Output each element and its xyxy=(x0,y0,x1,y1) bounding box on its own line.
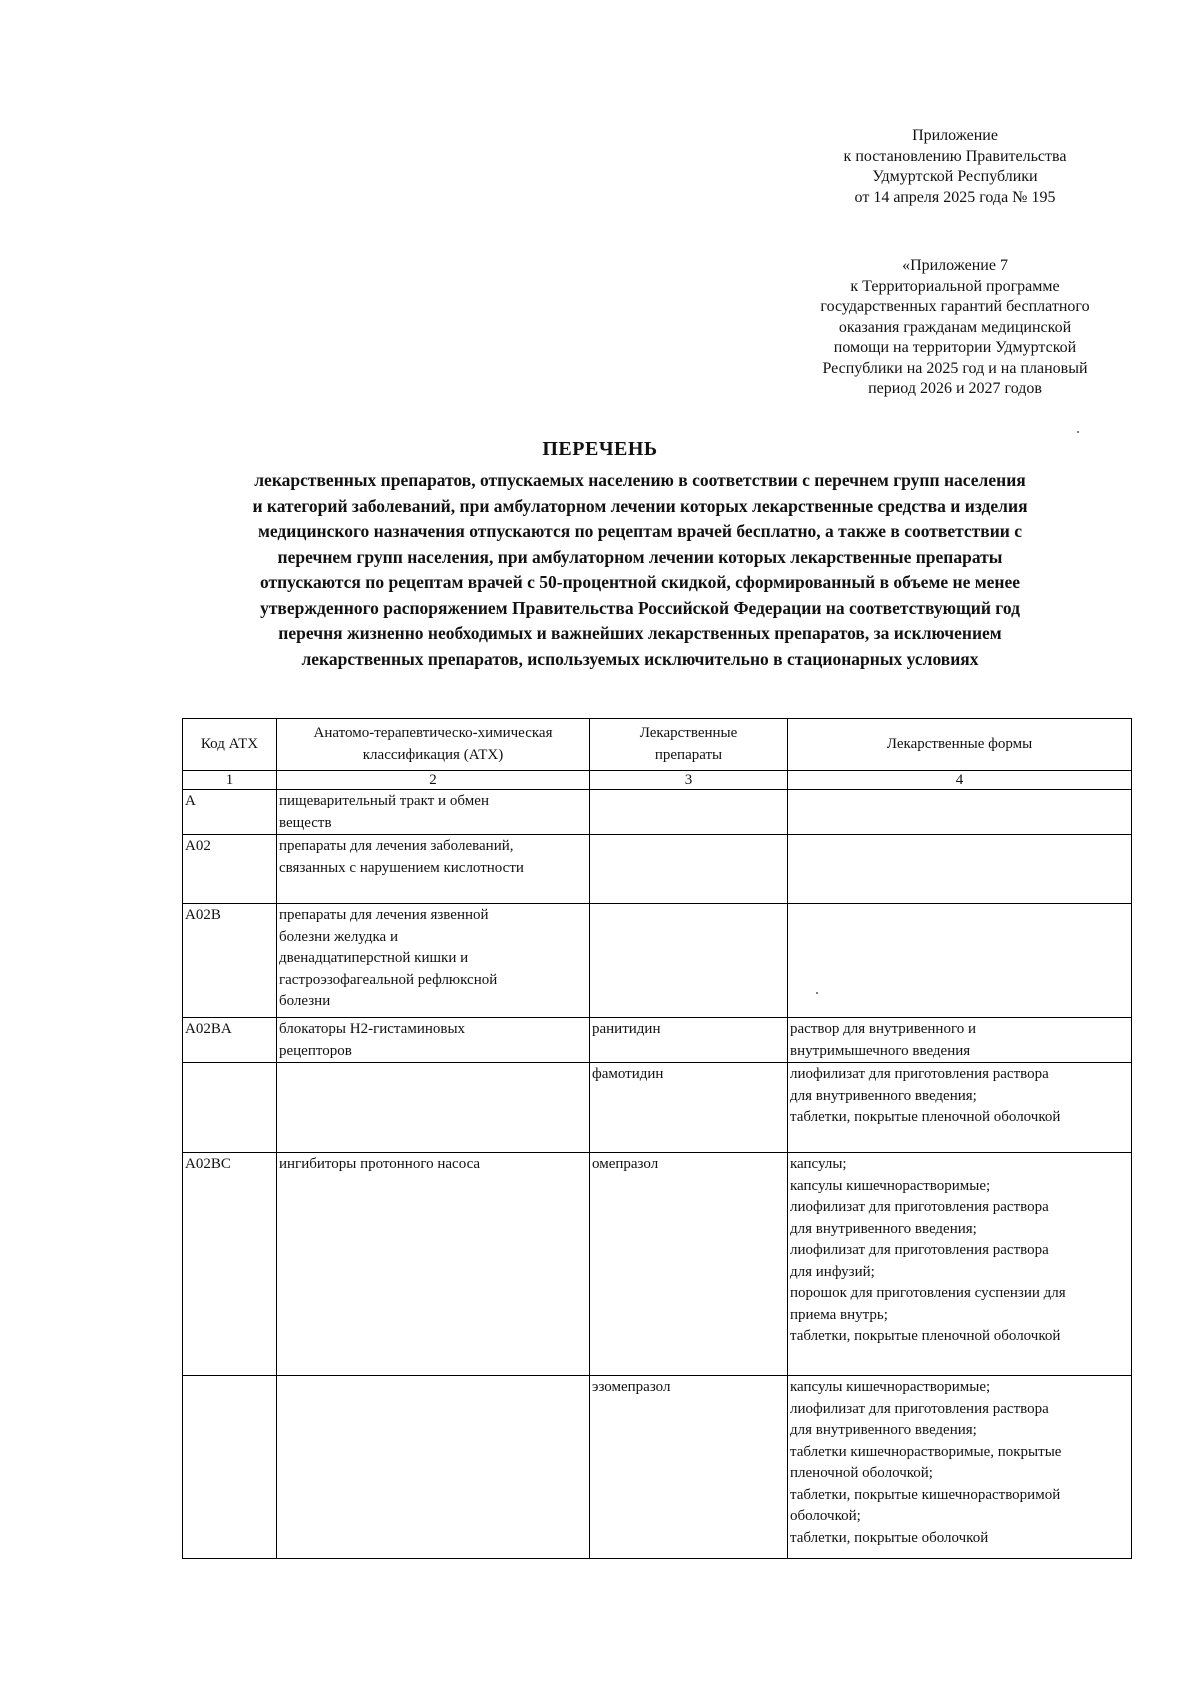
drug-cell: эзомепразол xyxy=(590,1376,788,1559)
subtitle-line: утвержденного распоряжением Правительства Российской Федерации на соответствующий год xyxy=(260,597,1020,618)
forms-cell xyxy=(788,904,1132,1018)
subtitle-line: перечнем групп населения, при амбулаторном лечении которых лекарственные препараты xyxy=(277,546,1003,567)
cell-line: двенадцатиперстной кишки и xyxy=(279,950,469,966)
table-row xyxy=(183,1376,1132,1559)
appendix-header xyxy=(795,126,1115,208)
appendix-line: период 2026 и 2027 годов xyxy=(868,380,1042,397)
classification-cell xyxy=(277,1063,590,1153)
cell-line: пищеварительный тракт и обмен xyxy=(279,793,489,809)
cell-line: пленочной оболочкой; xyxy=(790,1465,933,1481)
header-atc-classification xyxy=(277,719,590,771)
cell-line: таблетки, покрытые пленочной оболочкой xyxy=(790,1109,1061,1125)
drug-cell: фамотидин xyxy=(590,1063,788,1153)
appendix-line: государственных гарантий бесплатного xyxy=(820,298,1090,315)
classification-cell xyxy=(277,904,590,1018)
forms-cell xyxy=(788,790,1132,835)
cell-line: капсулы кишечнорастворимые; xyxy=(790,1379,991,1395)
appendix-line: Республики на 2025 год и на плановый xyxy=(822,359,1088,377)
atc-code-cell: A02 xyxy=(183,835,277,904)
table-row xyxy=(183,1063,1132,1153)
column-number-row xyxy=(183,771,1132,790)
classification-cell xyxy=(277,1376,590,1559)
cell-line: таблетки кишечнорастворимые, покрытые xyxy=(790,1443,1062,1460)
table-row xyxy=(183,790,1132,835)
cell-line: для внутривенного введения; xyxy=(790,1087,977,1104)
atc-code-cell: A02B xyxy=(183,904,277,1018)
forms-cell xyxy=(788,1018,1132,1063)
header-line: Лекарственные формы xyxy=(886,735,1033,752)
cell-line: связанных с нарушением кислотности xyxy=(279,859,524,876)
cell-line: препараты для лечения язвенной xyxy=(279,907,489,923)
atc-code-cell: A xyxy=(183,790,277,835)
classification-cell xyxy=(277,1153,590,1376)
atc-code-cell: A02BC xyxy=(183,1153,277,1376)
drug-cell xyxy=(590,904,788,1018)
cell-line: лиофилизат для приготовления раствора xyxy=(790,1066,1049,1082)
subtitle-line: лекарственных препаратов, отпускаемых населению в соответствии с перечнем групп населения xyxy=(254,470,1026,490)
appendix-line: оказания гражданам медицинской xyxy=(838,318,1072,336)
cell-line: гастроэзофагеальной рефлюксной xyxy=(279,971,498,988)
table-row xyxy=(183,1018,1132,1063)
appendix-line: Приложение xyxy=(912,127,998,144)
drug-list-table xyxy=(182,718,1132,1559)
drug-cell xyxy=(590,835,788,904)
scan-speck xyxy=(1077,431,1079,433)
atc-code-cell xyxy=(183,1376,277,1559)
cell-line: болезни желудка и xyxy=(279,928,398,945)
document-subtitle xyxy=(160,468,1120,672)
header-line: Анатомо-терапевтическо-химическая xyxy=(313,725,553,741)
drug-cell: ранитидин xyxy=(590,1018,788,1063)
header-dosage-forms xyxy=(788,719,1132,771)
cell-line: оболочкой; xyxy=(790,1508,861,1524)
cell-line: ингибиторы протонного насоса xyxy=(279,1156,481,1172)
cell-line: капсулы кишечнорастворимые; xyxy=(790,1177,991,1194)
cell-line: порошок для приготовления суспензии для xyxy=(790,1285,1066,1301)
header-line: Лекарственные xyxy=(639,725,738,741)
subtitle-line: лекарственных препаратов, используемых исключительно в стационарных условиях xyxy=(301,648,979,669)
appendix-line: «Приложение 7 xyxy=(902,257,1008,274)
classification-cell xyxy=(277,790,590,835)
cell-line: приема внутрь; xyxy=(790,1306,888,1323)
header-line: препараты xyxy=(654,746,723,763)
forms-cell xyxy=(788,1153,1132,1376)
table-row xyxy=(183,1153,1132,1376)
appendix-line: Удмуртской Республики xyxy=(872,168,1038,185)
column-number: 4 xyxy=(788,771,1132,790)
header-line: Код АТХ xyxy=(200,735,259,752)
cell-line: таблетки, покрытые пленочной оболочкой xyxy=(790,1328,1061,1344)
cell-line: для внутривенного введения; xyxy=(790,1220,977,1237)
appendix-line: помощи на территории Удмуртской xyxy=(833,339,1077,356)
cell-line: лиофилизат для приготовления раствора xyxy=(790,1400,1049,1417)
cell-line: блокаторы H2-гистаминовых xyxy=(279,1021,466,1037)
cell-line: препараты для лечения заболеваний, xyxy=(279,838,514,854)
cell-line: лиофилизат для приготовления раствора xyxy=(790,1242,1049,1258)
atc-code-cell xyxy=(183,1063,277,1153)
cell-line: веществ xyxy=(279,814,332,831)
cell-line: таблетки, покрытые оболочкой xyxy=(790,1529,989,1546)
subtitle-line: отпускаются по рецептам врачей с 50-процентной скидкой, сформированный в объеме не менее xyxy=(259,572,1021,592)
cell-line: внутримышечного введения xyxy=(790,1042,971,1059)
cell-line: рецепторов xyxy=(279,1042,352,1059)
table-row xyxy=(183,904,1132,1018)
header-drugs xyxy=(590,719,788,771)
drug-cell: омепразол xyxy=(590,1153,788,1376)
forms-cell xyxy=(788,1063,1132,1153)
cell-line: раствор для внутривенного и xyxy=(790,1021,977,1037)
appendix-line: от 14 апреля 2025 года № 195 xyxy=(854,188,1056,206)
cell-line: для инфузий; xyxy=(790,1263,875,1280)
forms-cell xyxy=(788,835,1132,904)
forms-cell xyxy=(788,1376,1132,1559)
header-atc-code xyxy=(183,719,277,771)
cell-line: лиофилизат для приготовления раствора xyxy=(790,1199,1049,1215)
table-row xyxy=(183,835,1132,904)
table-header-row xyxy=(183,719,1132,771)
cell-line: таблетки, покрытые кишечнорастворимой xyxy=(790,1486,1061,1503)
classification-cell xyxy=(277,1018,590,1063)
atc-code-cell: A02BA xyxy=(183,1018,277,1063)
document-title: ПЕРЕЧЕНЬ xyxy=(542,438,658,460)
appendix-line: к Территориальной программе xyxy=(850,277,1060,295)
cell-line: капсулы; xyxy=(790,1156,847,1172)
column-number: 3 xyxy=(590,771,788,790)
subtitle-line: перечня жизненно необходимых и важнейших лекарственных препаратов, за исключением xyxy=(278,623,1002,643)
header-line: классификация (АТХ) xyxy=(362,746,504,763)
column-number: 1 xyxy=(183,771,277,790)
appendix-7-header xyxy=(785,256,1125,400)
appendix-line: к постановлению Правительства xyxy=(843,147,1067,165)
column-number: 2 xyxy=(277,771,590,790)
subtitle-line: медицинского назначения отпускаются по рецептам врачей бесплатно, а также в соответствии с xyxy=(257,521,1023,541)
cell-line: для внутривенного введения; xyxy=(790,1422,977,1438)
cell-line: болезни xyxy=(279,993,331,1009)
scan-speck xyxy=(816,992,818,994)
classification-cell xyxy=(277,835,590,904)
subtitle-line: и категорий заболеваний, при амбулаторном лечении которых лекарственные средства и изделия xyxy=(252,495,1028,516)
drug-cell xyxy=(590,790,788,835)
